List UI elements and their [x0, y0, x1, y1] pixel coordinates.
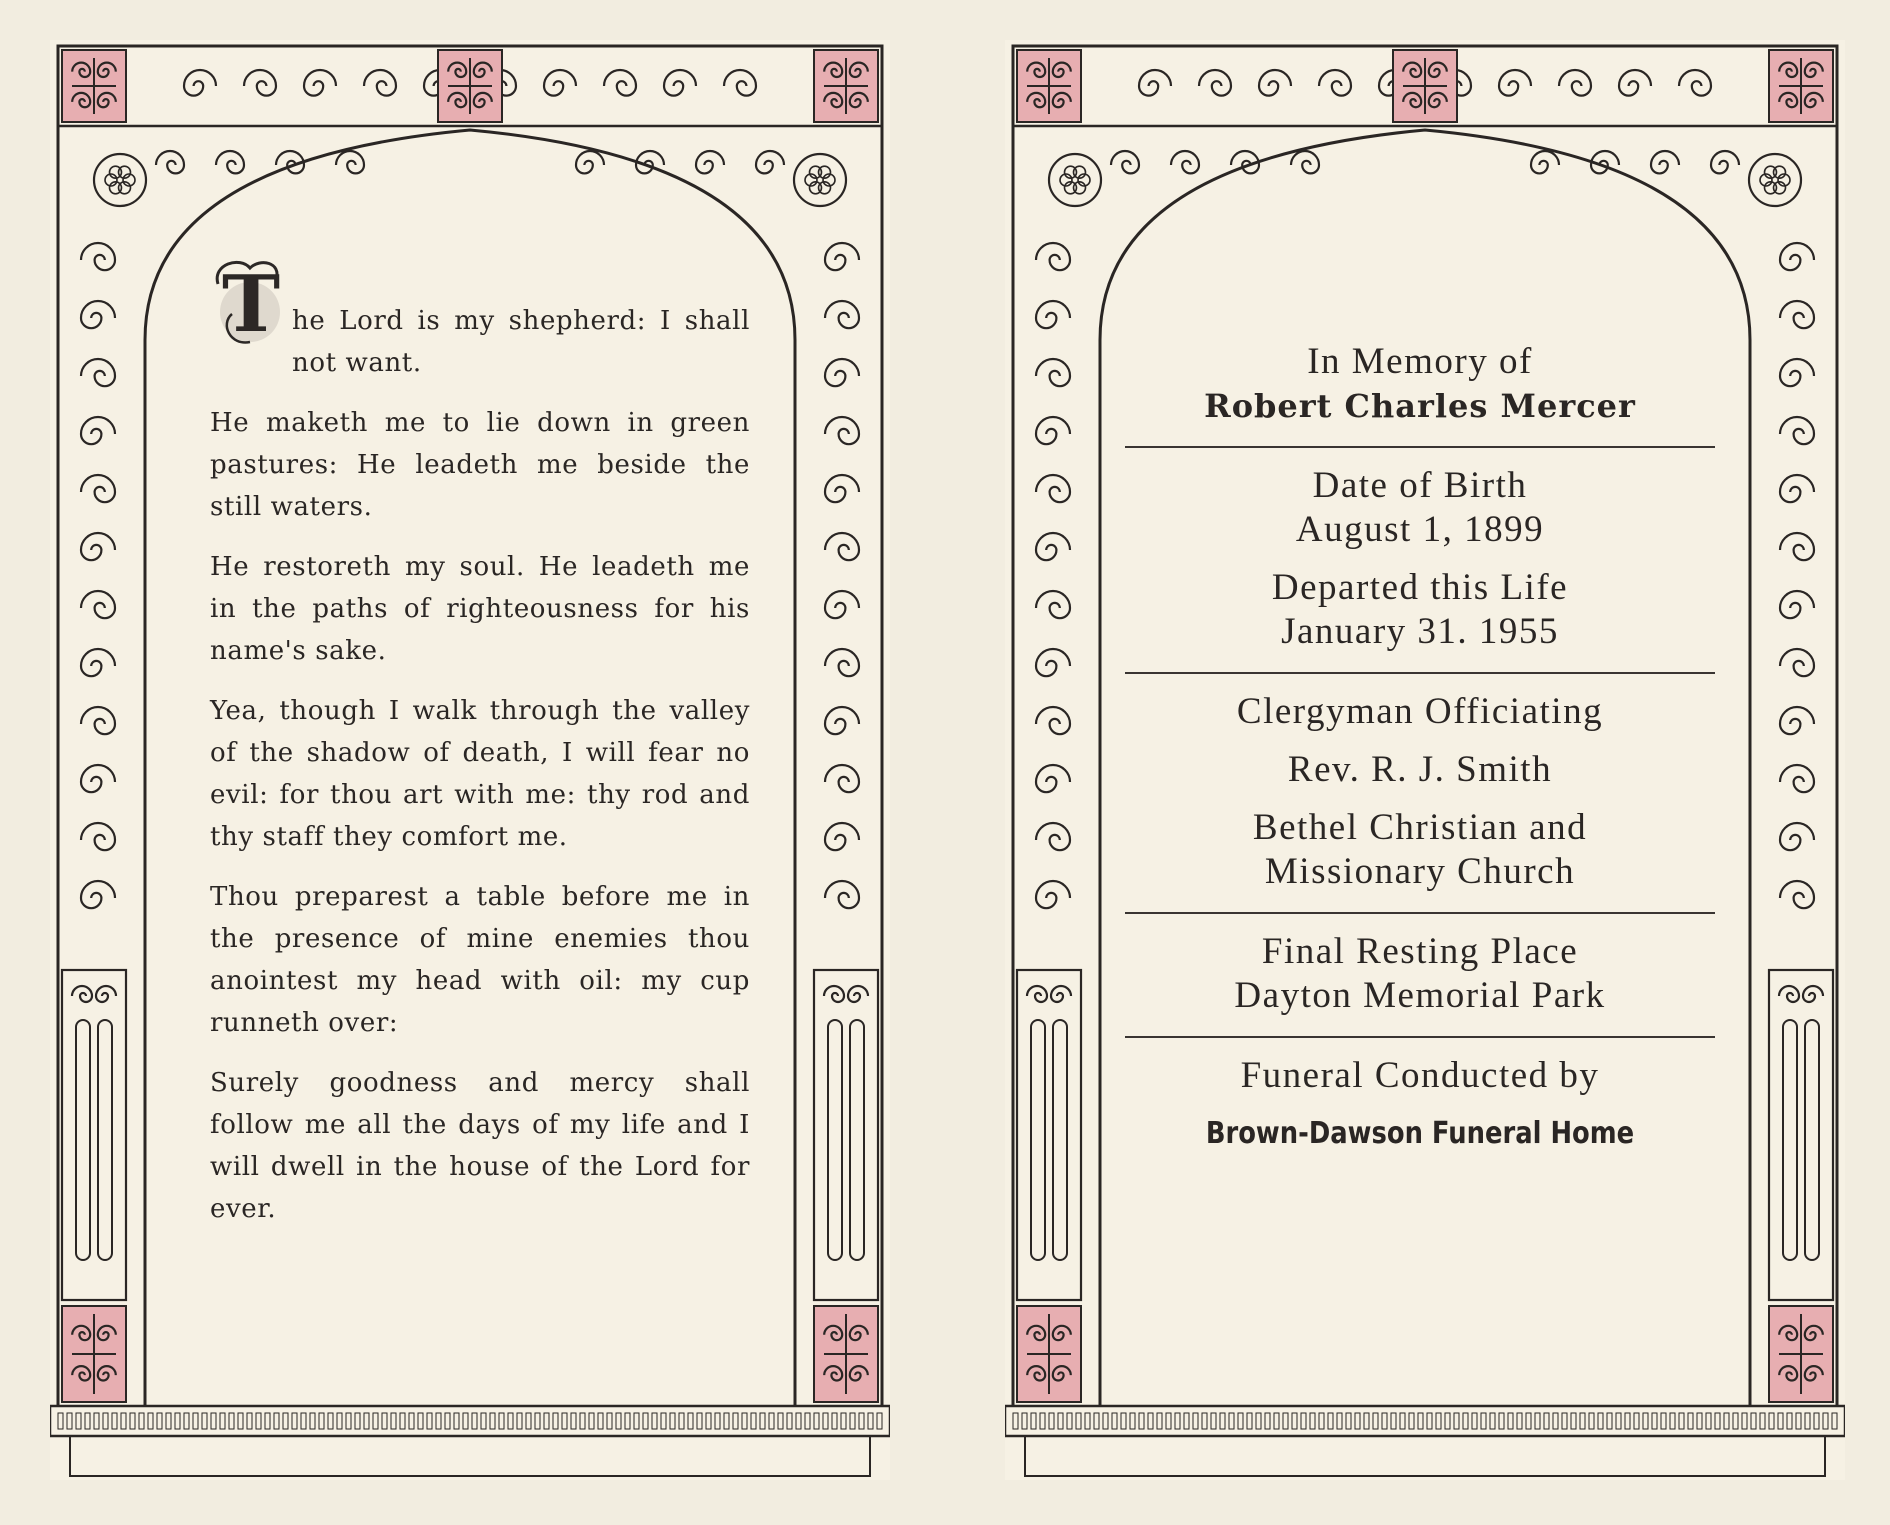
left-page: [50, 40, 890, 1480]
birth-date: August 1, 1899: [1295, 509, 1545, 550]
psalm-23-text: [210, 259, 750, 1248]
clergy-label: Clergyman Officiating: [1236, 691, 1604, 732]
verse-6: Surely goodness and mercy shall follow me all the days of my life and I will dwell in the house of the Lord for ever.: [210, 1068, 750, 1224]
divider: [1125, 672, 1715, 674]
resting-label: Final Resting Place: [1261, 931, 1579, 972]
divider: [1125, 1036, 1715, 1038]
church-line-2: Missionary Church: [1264, 851, 1576, 892]
funeral-label: Funeral Conducted by: [1240, 1055, 1600, 1096]
death-label: Departed this Life: [1271, 567, 1569, 608]
birth-label: Date of Birth: [1312, 465, 1528, 506]
memorial-details: [1120, 340, 1720, 1156]
resting-place: Dayton Memorial Park: [1234, 975, 1606, 1016]
memory-heading: In Memory of: [1307, 341, 1533, 382]
illuminated-dropcap: T: [210, 254, 284, 354]
divider: [1125, 912, 1715, 914]
verse-5: Thou preparest a table before me in the presence of mine enemies thou anointest my head with oil: my cup runneth over:: [210, 882, 750, 1038]
deceased-name: Robert Charles Mercer: [1204, 387, 1636, 425]
death-date: January 31. 1955: [1281, 611, 1559, 652]
clergy-name: Rev. R. J. Smith: [1287, 749, 1553, 790]
right-page: [1005, 40, 1845, 1480]
church-line-1: Bethel Christian and: [1252, 807, 1588, 848]
verse-4: Yea, though I walk through the valley of the shadow of death, I will fear no evil: for thou art with me: thy rod and thy staff they comfort me.: [210, 696, 750, 852]
verse-1: T he Lord is my shepherd: I shall not want.: [210, 300, 750, 384]
divider: [1125, 446, 1715, 448]
verse-2: He maketh me to lie down in green pastures: He leadeth me beside the still waters.: [210, 408, 750, 522]
funeral-home: Brown-Dawson Funeral Home: [1205, 1116, 1635, 1151]
verse-3: He restoreth my soul. He leadeth me in the paths of righteousness for his name's sake.: [210, 552, 750, 666]
